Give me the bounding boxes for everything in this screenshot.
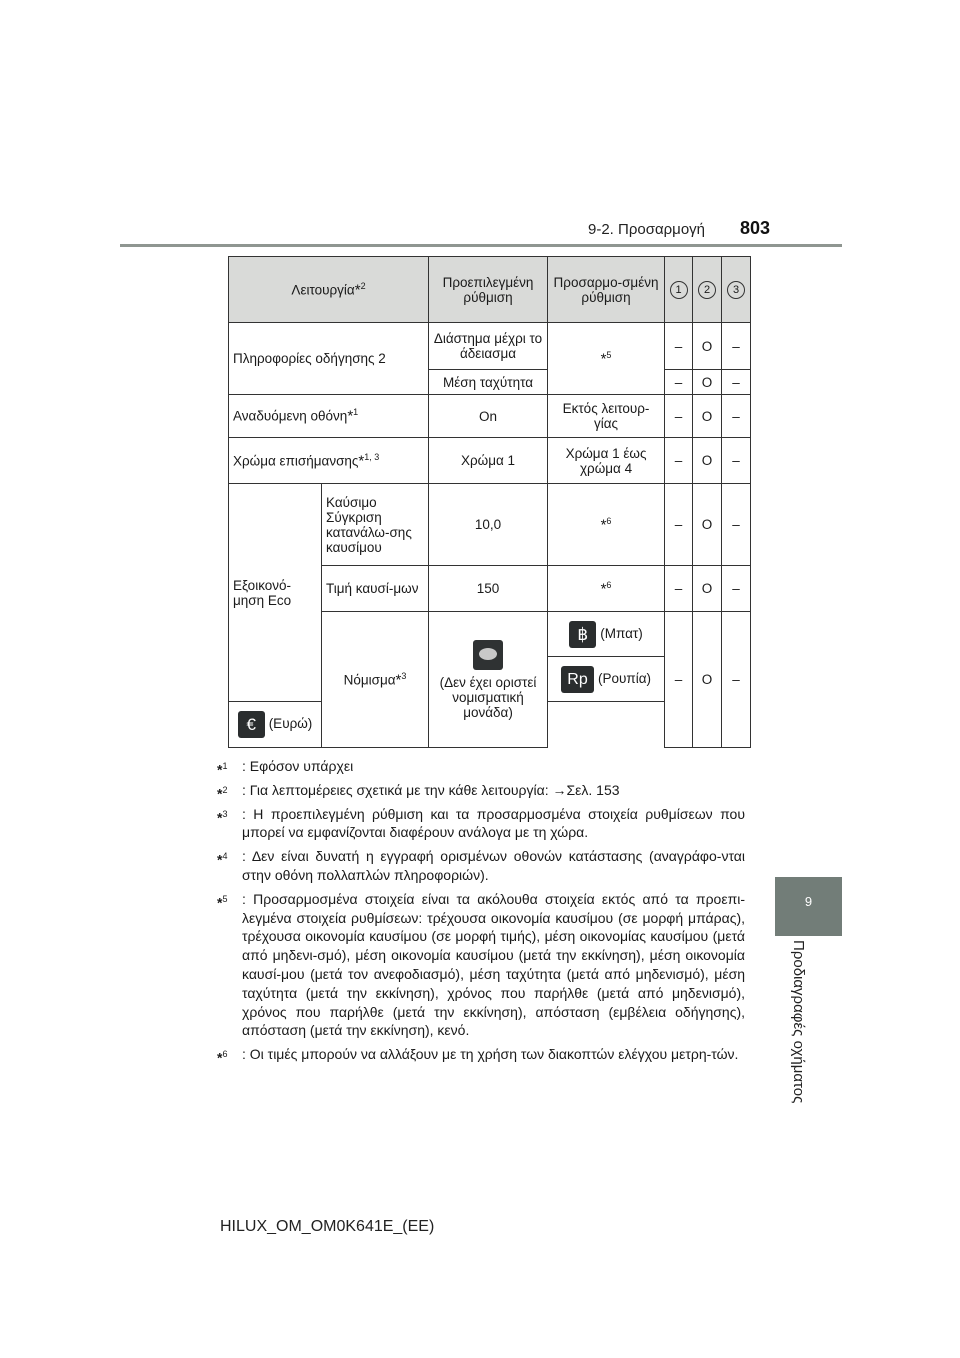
eco-price-custom: *$^6$: [548, 566, 665, 612]
chapter-tab: 9: [775, 877, 842, 936]
header-function: Λειτουργία*$^2$: [229, 257, 429, 323]
rupiah-icon: Rp: [561, 666, 594, 693]
cell-mark: –: [665, 566, 693, 612]
eco-price-label: Τιμή καυσί-μων: [322, 566, 429, 612]
eco-label: Εξοικονό-μηση Eco: [229, 484, 322, 702]
document-code: HILUX_OM_OM0K641E_(EE): [220, 1218, 435, 1235]
cell-mark: O: [693, 566, 722, 612]
footnote-5: *$^5$ : Προσαρμοσμένα στοιχεία είναι τα ακόλουθα στοιχεία εκτός από τα προεπι-λεγμένα στοιχεία ρυθμίσεων: τρέχουσα οικονομία καυσίμου (σε μορφή μπάρας), τρέχουσα οικονομία καυσίμου (σε μορφή τιμής), μέση οικονομίας καυσίμου (μετά από μηδενι-σμό), μέση οικονομία καυσίμου (μετά την εκκίνηση), μέση οικονομία καυσί-μου (μετά τον ανεφοδιασμό), μέση ταχύτητα (μετά από μηδενισμό), μέση ταχύτητα (μετά την εκκίνηση), χρόνος που παρήλθε (μετά από μηδενισμό), χρόνος που παρήλθε (μετά την εκκίνηση), απόσταση (εμβέλεια οδήγησης), απόσταση (μετά την εκκίνηση), κενό.: [217, 890, 745, 1039]
highlight-default: Χρώμα 1: [429, 438, 548, 484]
cell-mark: –: [722, 370, 751, 395]
footnote-4: *$^4$ : Δεν είναι δυνατή η εγγραφή ορισμένων οθονών κατάστασης (αναγράφο-νται στην οθόνη πολλαπλών πληροφοριών).: [217, 848, 745, 883]
drive-info-label: Πληροφορίες οδήγησης 2: [229, 323, 429, 395]
cell-mark: –: [665, 484, 693, 566]
cell-mark: –: [665, 370, 693, 395]
footnote-2: *$^2$ : Για λεπτομέρειες σχετικά με την κάθε λειτουργία: →Σελ. 153: [217, 781, 620, 802]
currency-baht: ฿ (Μπατ): [548, 612, 665, 657]
highlight-label: Χρώμα επισήμανσης*$^{1, 3}$: [229, 438, 429, 484]
eco-currency-label: Νόμισμα*$^3$: [322, 612, 429, 748]
cell-mark: –: [665, 323, 693, 370]
cell-mark: –: [722, 612, 751, 748]
section-title: 9-2. Προσαρμογή: [588, 221, 706, 238]
currency-unset-icon: [473, 640, 503, 670]
table-row: [229, 395, 751, 438]
chapter-label: Προδιαγραφές οχήματος: [790, 940, 807, 1104]
cell-mark: O: [693, 484, 722, 566]
header-rule: [120, 244, 842, 247]
eco-fuel-custom: *$^6$: [548, 484, 665, 566]
header-col-1: 1: [665, 257, 693, 323]
footnote-3: *$^3$ : Η προεπιλεγμένη ρύθμιση και τα προσαρμοσμένα στοιχεία ρυθμίσεων που μπορεί να εμφανίζονται διαφέρουν ανάλογα με τη χώρα.: [217, 805, 745, 841]
highlight-custom: Χρώμα 1 έως χρώμα 4: [548, 438, 665, 484]
drive-info-custom: *$^5$: [548, 323, 665, 395]
footnotes: [217, 757, 745, 1069]
table-header-row: [229, 257, 751, 323]
eco-price-default: 150: [429, 566, 548, 612]
euro-icon: €: [238, 711, 265, 738]
eco-fuel-label: Καύσιμο Σύγκριση κατανάλω-σης καυσίμου: [322, 484, 429, 566]
cell-mark: –: [722, 438, 751, 484]
cell-mark: O: [693, 395, 722, 438]
settings-table: [228, 256, 751, 748]
cell-mark: –: [722, 395, 751, 438]
cell-mark: O: [693, 370, 722, 395]
eco-fuel-default: 10,0: [429, 484, 548, 566]
baht-icon: ฿: [569, 621, 596, 648]
footnote-1: *$^1$ : Εφόσον υπάρχει: [217, 758, 354, 778]
popup-custom: Εκτός λειτουρ-γίας: [548, 395, 665, 438]
currency-euro: € (Ευρώ): [229, 702, 322, 748]
popup-label: Αναδυόμενη οθόνη*$^1$: [229, 395, 429, 438]
header-col-3: 3: [722, 257, 751, 323]
page-number: 803: [740, 218, 771, 238]
cell-mark: O: [693, 323, 722, 370]
drive-info-default-2: Μέση ταχύτητα: [429, 370, 548, 395]
cell-mark: –: [722, 566, 751, 612]
cell-mark: O: [693, 612, 722, 748]
currency-rupiah: Rp (Ρουπία): [548, 657, 665, 702]
eco-currency-default: (Δεν έχει οριστεί νομισματική μονάδα): [429, 612, 548, 748]
header-default: Προεπιλεγμένη ρύθμιση: [429, 257, 548, 323]
popup-default: On: [429, 395, 548, 438]
cell-mark: –: [665, 612, 693, 748]
table-row: [229, 484, 751, 566]
footnote-6: *$^6$ : Οι τιμές μπορούν να αλλάξουν με τη χρήση των διακοπτών ελέγχου μετρη-τών.: [217, 1046, 739, 1066]
cell-mark: –: [722, 484, 751, 566]
cell-mark: –: [722, 323, 751, 370]
table-row: [229, 438, 751, 484]
header-custom: Προσαρμο-σμένη ρύθμιση: [548, 257, 665, 323]
cell-mark: –: [665, 438, 693, 484]
cell-mark: –: [665, 395, 693, 438]
cell-mark: O: [693, 438, 722, 484]
header-col-2: 2: [693, 257, 722, 323]
table-row: [229, 323, 751, 370]
drive-info-default-1: Διάστημα μέχρι το άδειασμα: [429, 323, 548, 370]
